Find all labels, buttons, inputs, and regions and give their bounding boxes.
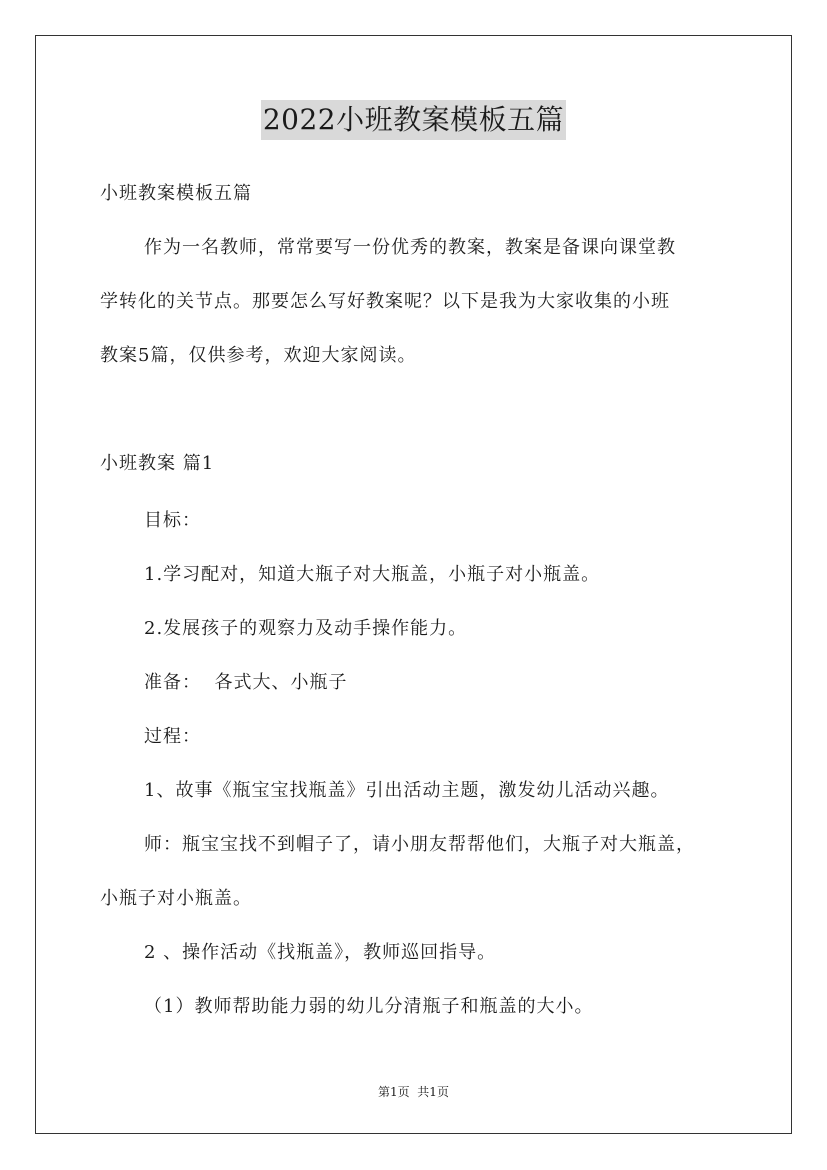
intro-line-2: 学转化的关节点。那要怎么写好教案呢？以下是我为大家收集的小班 xyxy=(100,291,670,312)
preparation-line: 准备： 各式大、小瓶子 xyxy=(144,672,348,693)
section-heading: 小班教案 篇1 xyxy=(100,453,215,474)
title-container xyxy=(0,100,827,140)
teacher-line-1: 师：瓶宝宝找不到帽子了，请小朋友帮帮他们，大瓶子对大瓶盖， xyxy=(144,834,695,855)
intro-line-3: 教案5篇，仅供参考，欢迎大家阅读。 xyxy=(100,345,417,366)
intro-line-1: 作为一名教师，常常要写一份优秀的教案，教案是备课向课堂教 xyxy=(144,237,676,258)
goal-item-1: 1.学习配对，知道大瓶子对大瓶盖，小瓶子对小瓶盖。 xyxy=(144,564,601,585)
process-step-2: 2 、操作活动《找瓶盖》，教师巡回指导。 xyxy=(144,942,497,963)
page-footer: 第1页 共1页 xyxy=(378,1085,449,1099)
teacher-line-2: 小瓶子对小瓶盖。 xyxy=(100,888,252,909)
document-title: 2022小班教案模板五篇 xyxy=(261,100,566,140)
process-label: 过程： xyxy=(144,726,201,747)
document-subtitle: 小班教案模板五篇 xyxy=(100,183,252,204)
goal-item-2: 2.发展孩子的观察力及动手操作能力。 xyxy=(144,618,468,639)
goal-label: 目标： xyxy=(144,510,201,531)
process-step-1: 1、故事《瓶宝宝找瓶盖》引出活动主题，激发幼儿活动兴趣。 xyxy=(144,780,670,801)
process-step-2-sub-1: （1）教师帮助能力弱的幼儿分清瓶子和瓶盖的大小。 xyxy=(144,996,594,1017)
